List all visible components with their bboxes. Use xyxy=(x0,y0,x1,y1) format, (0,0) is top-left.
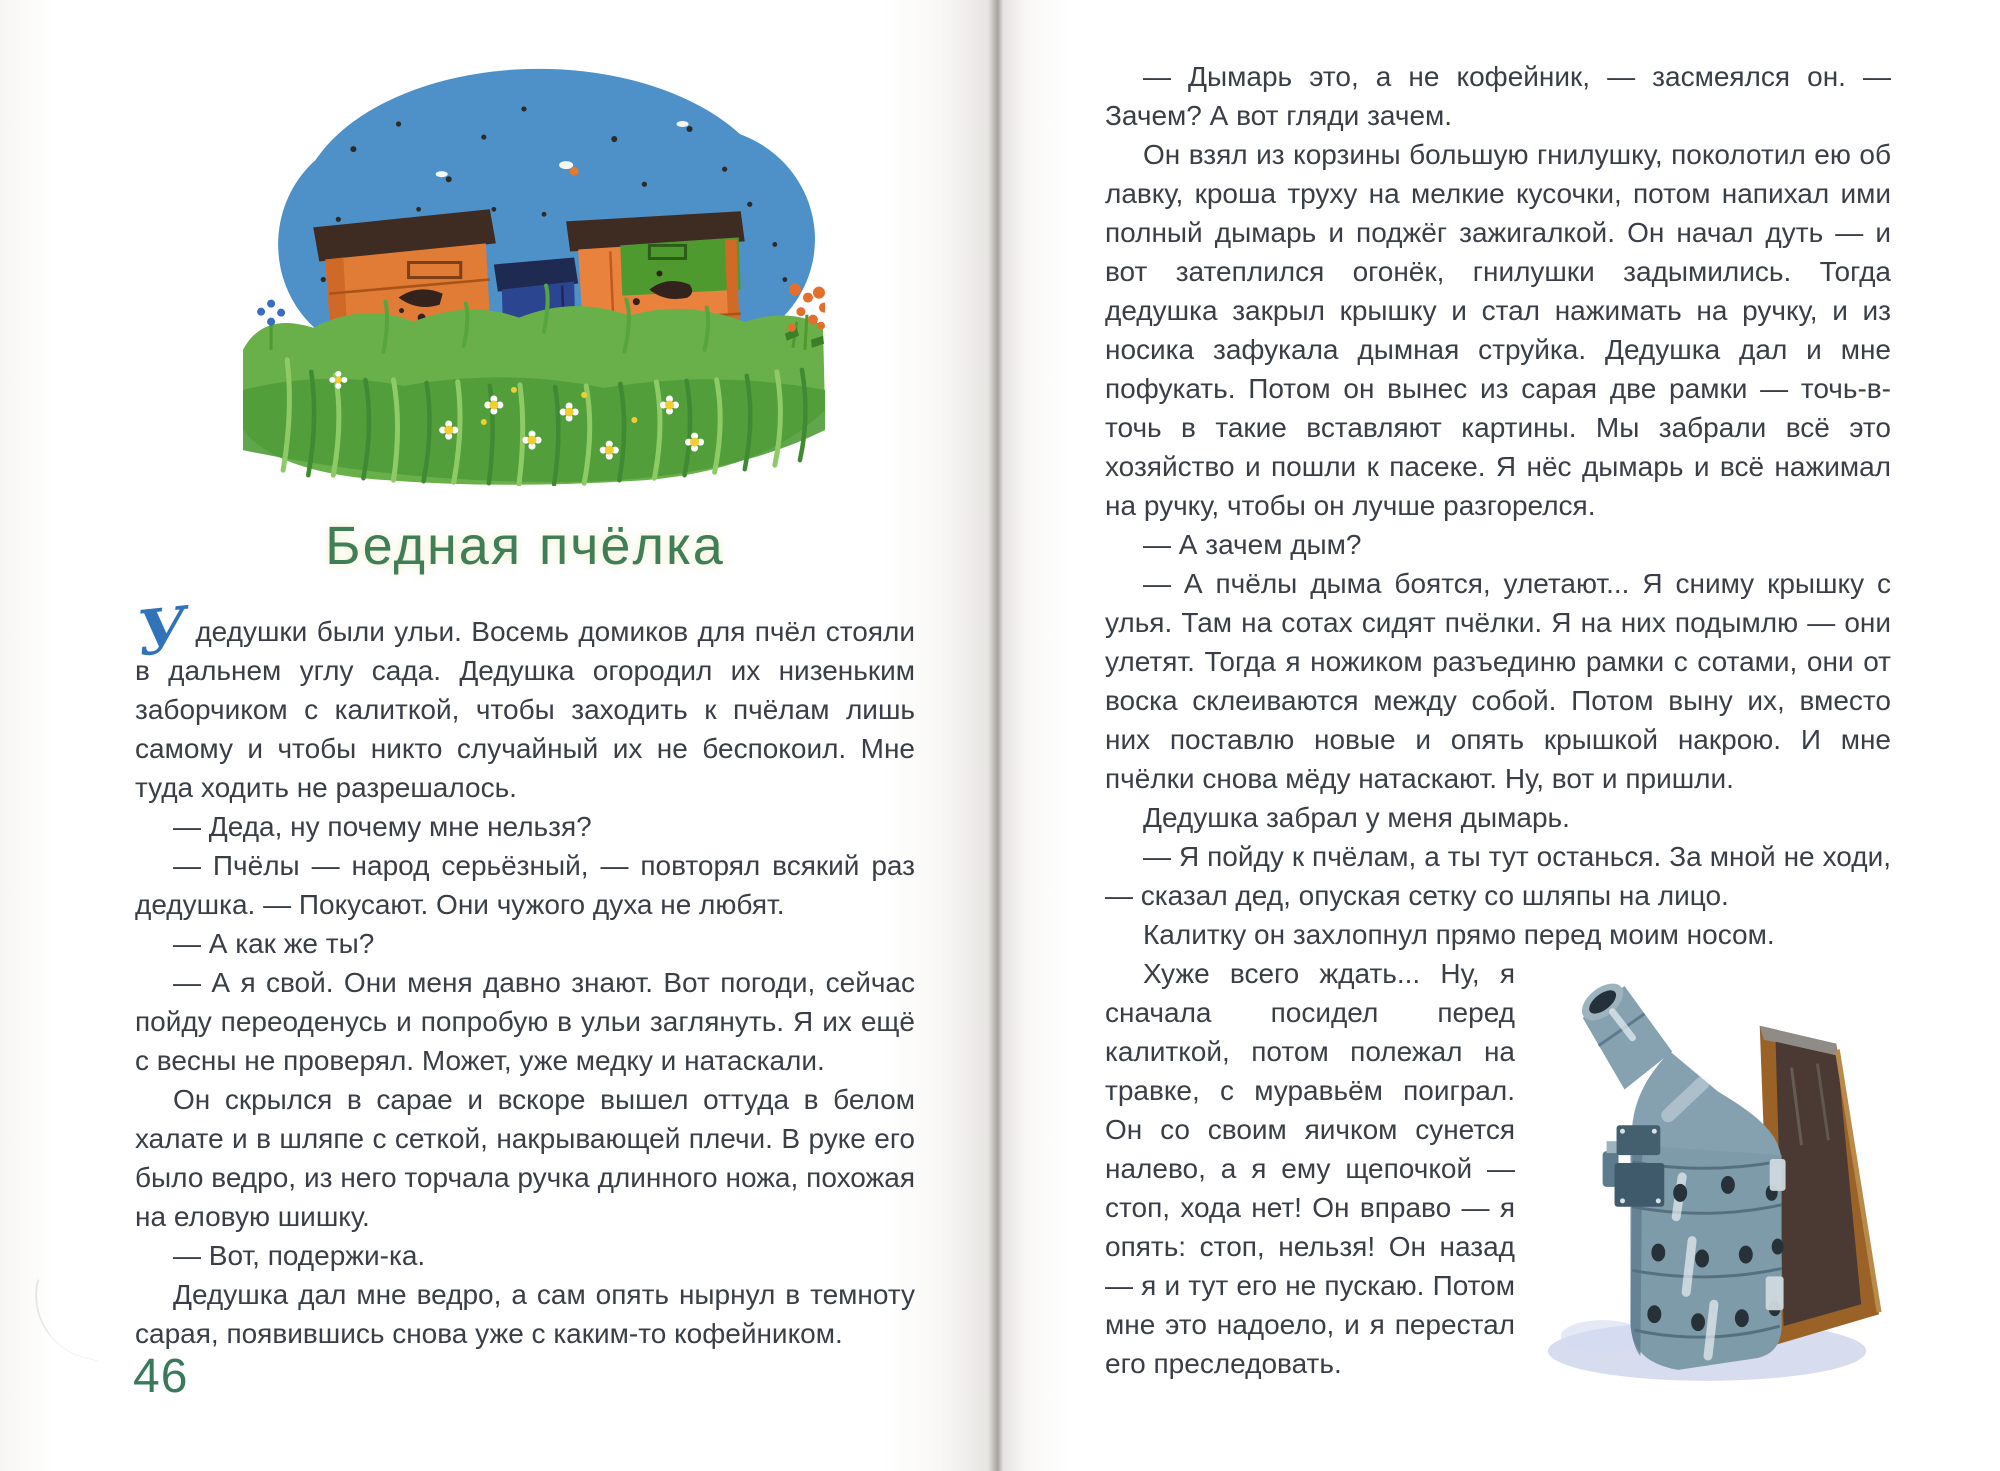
paragraph: — Дымарь это, а не кофейник, — засмеялся он. — Зачем? А вот гляди зачем. xyxy=(1105,61,1891,131)
beehives-illustration xyxy=(243,48,825,486)
paragraph: — А зачем дым? xyxy=(1143,529,1362,560)
paragraph: — А я свой. Они меня давно знают. Вот погоди, сейчас пойду переоденусь и попробую в ульи заглянуть. Я их ещё с весны не проверял. Может, уже медку и натаскали. xyxy=(135,967,915,1076)
story-title: Бедная пчёлка xyxy=(325,516,725,576)
drop-cap: У xyxy=(133,592,191,671)
page-number: 46 xyxy=(133,1350,189,1403)
paragraph: Дедушка дал мне ведро, а сам опять нырнул в темноту сарая, появившись снова уже с каким-то кофейником. xyxy=(135,1279,915,1349)
paragraph-with-wrap xyxy=(1105,954,1891,1383)
paragraph: Он скрылся в сарае и вскоре вышел оттуда в белом халате и в шляпе с сеткой, накрывающей плечи. В руке его было ведро, из него торчала ручка длинного ножа, похожая на еловую шишку. xyxy=(135,1084,915,1232)
paragraph: Калитку он захлопнул прямо перед моим носом. xyxy=(1143,919,1775,950)
paragraph: Он взял из корзины большую гнилушку, поколотил ею об лавку, кроша труху на мелкие кусочки, потом напихал ими полный дымарь и поджёг зажигалкой. Он начал дуть — и вот затеплился огонёк, гнилушки задымились. Тогда дедушка закрыл крышку и стал нажимать на ручку, и из носика зафукала дымная струйка. Дедушка дал и мне пофукать. Потом он вынес из сарая две рамки — точь-в-точь в такие вставляют картины. Мы забрали всё это хозяйство и пошли к пасеке. Я нёс дымарь и всё нажимал на ручку, чтобы он лучше разгорелся. xyxy=(1105,139,1891,521)
paragraph: — Я пойду к пчёлам, а ты тут останься. За мной не ходи, — сказал дед, опуская сетку со шляпы на лицо. xyxy=(1105,841,1891,911)
right-page xyxy=(1000,0,2000,1471)
paragraph: — А как же ты? xyxy=(173,928,375,959)
opening-text: дедушки были ульи. Восемь домиков для пчёл стояли в дальнем углу сада. Дедушка огородил их низеньким заборчиком с калиткой, чтобы заходить к пчёлам лишь самому и чтобы никто случайный их не беспокоил. Мне туда ходить не разрешалось. xyxy=(135,616,915,803)
paragraph-text: Хуже всего ждать... Ну, я сначала посидел перед калиткой, потом полежал на травке, с муравьём поиграл. Он со своим яичком сунется налево, а я ему щепочкой — стоп, хода нет! Он вправо — я опять: стоп, нельзя! Он назад — я и тут его не пускаю. Потом мне это надоело, и я перестал его преследовать. xyxy=(1105,958,1515,1379)
bee-smoker-svg xyxy=(1533,956,1891,1384)
page-curl xyxy=(21,1279,114,1361)
metal-can xyxy=(1575,976,1785,1370)
paragraph: — Вот, подержи-ка. xyxy=(173,1240,426,1271)
paragraph: — А пчёлы дыма боятся, улетают... Я сниму крышку с улья. Там на сотах сидят пчёлки. Я на них подымлю — они улетят. Тогда я ножиком разъединю рамки с сотами, они от воска склеиваются между собой. Потом выну их, вместо них поставлю новые и опять крышкой накрою. И мне пчёлки снова мёду натаскают. Ну, вот и пришли. xyxy=(1105,568,1891,794)
paragraph: — Деда, ну почему мне нельзя? xyxy=(173,811,592,842)
paragraph: — Пчёлы — народ серьёзный, — повторял всякий раз дедушка. — Покусают. Они чужого духа не любят. xyxy=(135,850,915,920)
body-text-left xyxy=(133,592,915,1353)
beehives-svg xyxy=(243,48,825,486)
bee-smoker-illustration xyxy=(1533,956,1891,1384)
opening-paragraph xyxy=(133,592,915,807)
paragraph: Дедушка забрал у меня дымарь. xyxy=(1143,802,1570,833)
body-text-right xyxy=(1105,57,1891,1384)
